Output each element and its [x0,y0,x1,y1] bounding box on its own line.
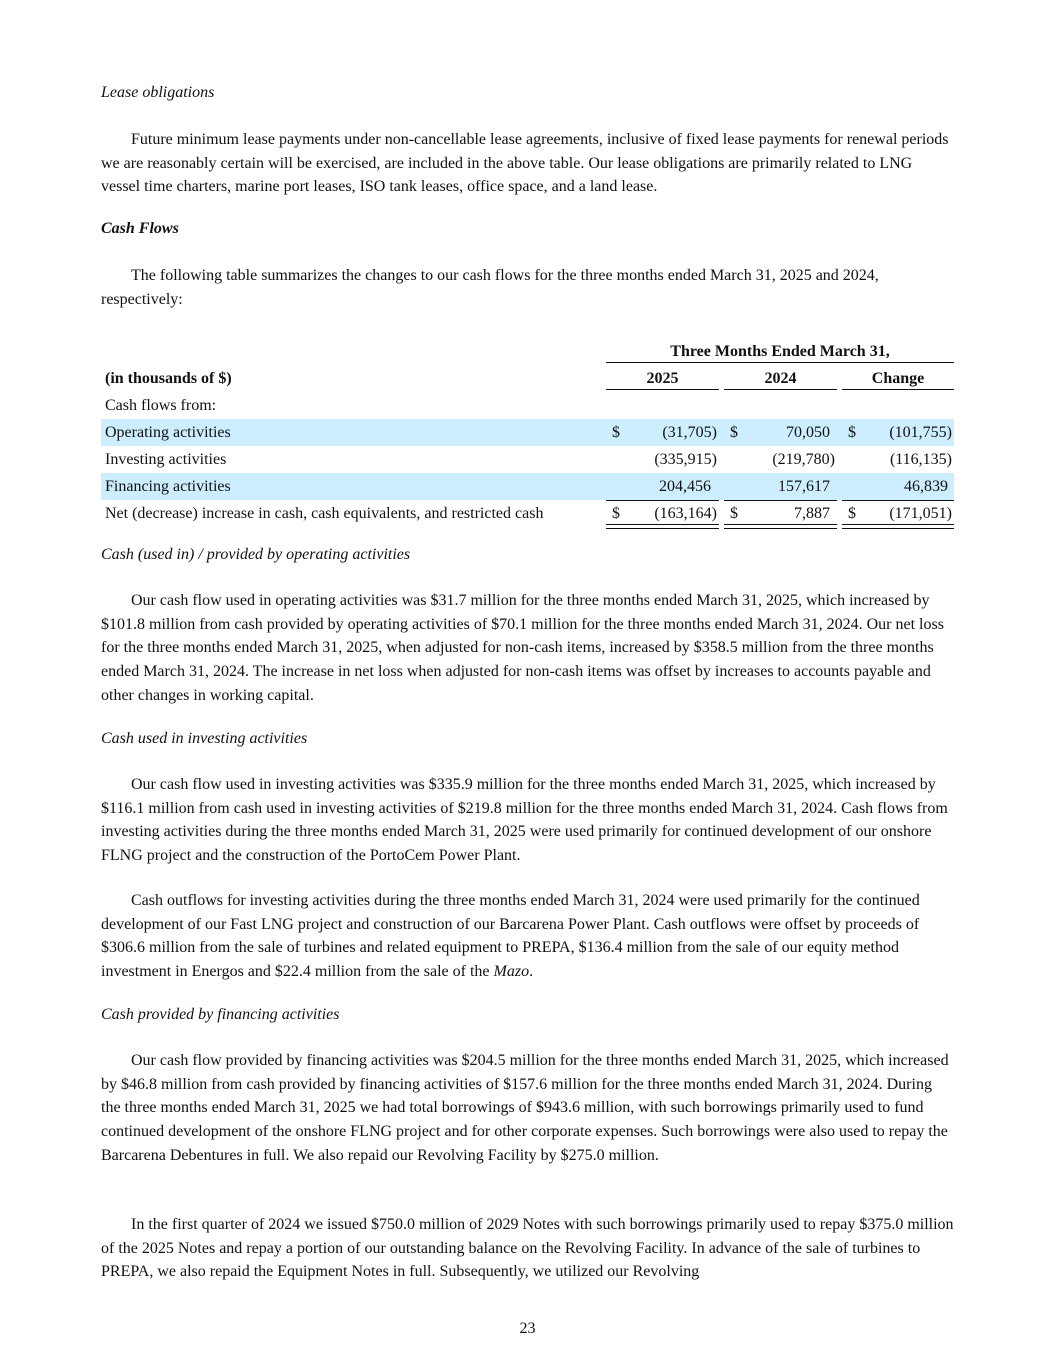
table-group-header-row [101,338,954,365]
value-2025: 204,456 [659,478,711,495]
financing-activities-paragraph-2: In the first quarter of 2024 we issued $750.0 million of 2029 Notes with such borrowings primarily used to repay $375.0 million of the 2025 Notes and repay a portion of our outstanding balance on the Revolving Facility. In advance of the sale of turbines to PREPA, we also repaid the Equipment Notes in full. Subsequently, we utilized our Revolving [101,1216,954,1281]
investing-para2-text: Cash outflows for investing activities during the three months ended March 31, 2024 were used primarily for the continued development of our Fast LNG project and construction of our Barcarena Power Plant. Cash outflows were offset by proceeds of $306.6 million from the sale of turbines and related equipment to PREPA, $136.4 million from the sale of our equity method investment in Energos and $22.4 million from the sale of the [101,892,920,981]
table-column-header-row [101,365,954,392]
table-row-total [101,500,954,527]
investing-activities-heading: Cash used in investing activities [101,730,308,747]
group-header: Three Months Ended March 31, [670,343,890,360]
financing-activities-paragraph-1: Our cash flow provided by financing activities was $204.5 million for the three months ended March 31, 2025, which increased by $46.8 million from cash provided by financing activities of $157.6 million for the three months ended March 31, 2024. During the three months ended March 31, 2025 we had total borrowings of $943.6 million, with such borrowings primarily used to fund continued development of the onshore FLNG project and for other corporate expenses. Such borrowings were also used to repay the Barcarena Debentures in full. We also repaid our Revolving Facility by $275.0 million. [101,1052,949,1164]
value-change: (171,051) [889,505,952,522]
value-2024: 70,050 [786,424,830,441]
dollar-sign: $ [848,505,856,522]
table-row [101,473,954,500]
row-label: Financing activities [105,478,231,495]
operating-activities-heading: Cash (used in) / provided by operating activities [101,546,411,563]
column-header-change: Change [871,370,925,387]
lease-obligations-heading: Lease obligations [101,84,215,101]
investing-para2-end: . [529,963,534,981]
column-header-2025: 2025 [646,370,679,387]
financing-activities-heading: Cash provided by financing activities [101,1006,340,1023]
value-2025: (335,915) [654,451,717,468]
value-2024: 157,617 [778,478,830,495]
value-2024: (219,780) [772,451,835,468]
dollar-sign: $ [612,424,620,441]
investing-activities-paragraph-1: Our cash flow used in investing activities was $335.9 million for the three months ended March 31, 2025, which increased by $116.1 million from cash used in investing activities of $219.8 million for the three months ended March 31, 2024. Cash flows from investing activities during the three months ended March 31, 2025 were used primarily for continued development of our onshore FLNG project and the construction of the PortoCem Power Plant. [101,776,948,865]
operating-activities-paragraph: Our cash flow used in operating activities was $31.7 million for the three months ended March 31, 2025, which increased by $101.8 million from cash provided by operating activities of $70.1 million for the three months ended March 31, 2024. Our net loss for the three months ended March 31, 2025, when adjusted for non-cash items, increased by $358.5 million from the three months ended March 31, 2024. The increase in net loss when adjusted for non-cash items was offset by increases to accounts payable and other changes in working capital. [101,592,944,704]
table-row [101,419,954,446]
column-header-2024: 2024 [764,370,797,387]
row-label: Operating activities [105,424,231,441]
section-label: Cash flows from: [105,397,217,414]
page-number: 23 [519,1320,536,1337]
value-2025: (163,164) [654,505,717,522]
dollar-sign: $ [848,424,856,441]
value-change: (116,135) [889,451,952,468]
value-change: 46,839 [904,478,948,495]
vessel-name-mazo: Mazo [493,963,530,981]
value-2025: (31,705) [662,424,717,441]
investing-activities-paragraph-2 [101,889,954,984]
unit-label: (in thousands of $) [105,370,232,387]
table-row [101,446,954,473]
row-label: Investing activities [105,451,227,468]
cash-flows-intro-paragraph: The following table summarizes the changes to our cash flows for the three months ended March 31, 2025 and 2024, respectively: [101,267,879,308]
value-2024: 7,887 [794,505,830,522]
value-change: (101,755) [889,424,952,441]
lease-obligations-paragraph: Future minimum lease payments under non-cancellable lease agreements, inclusive of fixed lease payments for renewal periods we are reasonably certain will be exercised, are included in the above table. Our lease obligations are primarily related to LNG vessel time charters, marine port leases, ISO tank leases, office space, and a land lease. [101,131,949,196]
dollar-sign: $ [730,505,738,522]
dollar-sign: $ [612,505,620,522]
row-label: Net (decrease) increase in cash, cash equivalents, and restricted cash [105,505,544,522]
dollar-sign: $ [730,424,738,441]
cash-flows-heading: Cash Flows [101,220,179,237]
table-section-row [101,392,954,419]
